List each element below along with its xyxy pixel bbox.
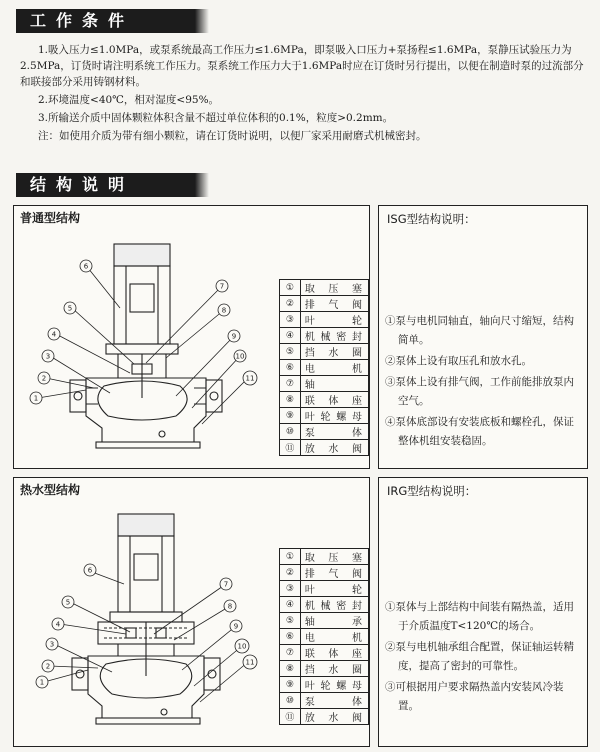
part-number: ⑦ (280, 376, 301, 392)
irg-description-title: IRG型结构说明： (387, 484, 477, 498)
callout-label: 11 (245, 374, 255, 383)
callout-label: 5 (65, 598, 71, 607)
part-name: 泵体 (300, 424, 368, 440)
part-name: 放水阀 (300, 440, 368, 456)
table-row (280, 312, 369, 328)
part-name: 泵体 (300, 693, 368, 709)
callout-label: 6 (83, 262, 89, 271)
section-title-working-conditions: 工作条件 (16, 9, 195, 33)
header-fade (195, 9, 209, 33)
table-row (280, 328, 369, 344)
feature-item: ①泵与电机同轴直，轴向尺寸缩短，结构简单。 (385, 315, 574, 346)
part-name: 叶轮 (300, 581, 368, 597)
part-name: 轴承 (300, 613, 368, 629)
table-row (280, 408, 369, 424)
part-number: ③ (280, 312, 301, 328)
part-number: ② (280, 296, 301, 312)
feature-item: ③泵体上设有排气阀，工作前能排放泵内空气。 (385, 376, 574, 407)
part-name: 联体座 (300, 392, 368, 408)
part-name: 取压塞 (300, 549, 368, 565)
part-number: ⑤ (280, 344, 301, 360)
table-row (280, 677, 369, 693)
part-name: 联体座 (300, 645, 368, 661)
part-name: 挡水圈 (300, 661, 368, 677)
condition-item: 1.吸入压力≤1.0MPa，或泵系统最高工作压力≤1.6MPa，即泵吸入口压力+泵扬程≤1.6MPa，泵静压试验压力为2.5MPa，订货时请注明系统工作压力。泵系统工作压力大于1.6MPa时应在订货时另行提出，以便在制造时泵的过流部分和联接部分采用铸钢材料。 (20, 44, 584, 88)
part-number: ⑨ (280, 408, 301, 424)
isg-parts-table (279, 279, 369, 456)
callout-label: 4 (51, 330, 57, 339)
callout-label: 5 (67, 304, 73, 313)
callout-label: 2 (45, 662, 51, 671)
table-row (280, 613, 369, 629)
part-number: ② (280, 565, 301, 581)
table-row (280, 424, 369, 440)
irg-structure-panel (13, 477, 370, 747)
part-number: ⑩ (280, 424, 301, 440)
part-number: ④ (280, 328, 301, 344)
part-number: ⑨ (280, 677, 301, 693)
part-name: 叶轮螺母 (300, 677, 368, 693)
callout-label: 6 (87, 566, 93, 575)
callout-label: 9 (231, 332, 237, 341)
table-row (280, 360, 369, 376)
callout-label: 1 (33, 394, 39, 403)
table-row (280, 661, 369, 677)
part-number: ⑩ (280, 693, 301, 709)
table-row (280, 693, 369, 709)
callout-label: 10 (235, 352, 245, 361)
part-name: 电机 (300, 360, 368, 376)
part-number: ① (280, 280, 301, 296)
isg-description-title: ISG型结构说明： (387, 212, 476, 226)
part-number: ① (280, 549, 301, 565)
part-number: ⑪ (280, 709, 301, 725)
table-row (280, 280, 369, 296)
feature-item: ①泵体与上部结构中间装有隔热盖，适用于介质温度T<120℃的场合。 (385, 601, 574, 632)
callout-label: 4 (55, 620, 61, 629)
table-row (280, 440, 369, 456)
callout-label: 9 (233, 622, 239, 631)
part-name: 取压塞 (300, 280, 368, 296)
feature-item: ④泵体底部设有安装底板和螺栓孔，保证整体机组安装稳固。 (385, 416, 574, 447)
part-name: 排气阀 (300, 565, 368, 581)
table-row (280, 549, 369, 565)
part-number: ⑧ (280, 392, 301, 408)
condition-item: 3.所输送介质中固体颗粒体积含量不超过单位体积的0.1%，粒度>0.2mm。 (38, 112, 394, 124)
table-row (280, 629, 369, 645)
part-number: ⑧ (280, 661, 301, 677)
callout-label: 8 (221, 306, 227, 315)
isg-panel-title: 普通型结构 (20, 211, 81, 225)
condition-item: 2.环境温度<40℃，相对湿度<95%。 (38, 94, 220, 106)
part-name: 排气阀 (300, 296, 368, 312)
table-row (280, 296, 369, 312)
callout-label: 7 (219, 282, 225, 291)
callout-label: 1 (39, 678, 45, 687)
table-row (280, 597, 369, 613)
feature-item: ②泵与电机轴承组合配置，保证轴运转精度，提高了密封的可靠性。 (385, 641, 574, 672)
part-number: ⑤ (280, 613, 301, 629)
condition-note: 注：如使用介质为带有细小颗粒，请在订货时说明，以便厂家采用耐磨式机械密封。 (38, 130, 427, 142)
part-name: 放水阀 (300, 709, 368, 725)
part-number: ④ (280, 597, 301, 613)
irg-pump-drawing (26, 500, 291, 736)
table-row (280, 645, 369, 661)
part-name: 机械密封 (300, 328, 368, 344)
table-row (280, 581, 369, 597)
callout-label: 3 (45, 352, 51, 361)
isg-description-panel (378, 205, 588, 469)
callout-label: 7 (223, 580, 229, 589)
part-name: 叶轮螺母 (300, 408, 368, 424)
part-name: 轴 (300, 376, 368, 392)
part-number: ⑥ (280, 360, 301, 376)
table-row (280, 392, 369, 408)
callout-label: 8 (227, 602, 233, 611)
irg-feature-list (385, 598, 575, 718)
part-name: 叶轮 (300, 312, 368, 328)
isg-pump-drawing (26, 228, 291, 458)
callout-label: 2 (41, 374, 47, 383)
feature-item: ②泵体上设有取压孔和放水孔。 (385, 355, 532, 367)
part-name: 挡水圈 (300, 344, 368, 360)
irg-panel-title: 热水型结构 (20, 483, 81, 497)
part-number: ③ (280, 581, 301, 597)
callout-label: 3 (49, 640, 55, 649)
callout-label: 10 (237, 642, 247, 651)
table-row (280, 565, 369, 581)
table-row (280, 709, 369, 725)
part-number: ⑦ (280, 645, 301, 661)
feature-item: ③可根据用户要求隔热盖内安装风冷装置。 (385, 681, 564, 712)
callout-label: 11 (245, 658, 255, 667)
working-conditions-list (20, 42, 590, 146)
part-number: ⑪ (280, 440, 301, 456)
header-fade (195, 173, 209, 197)
isg-structure-panel (13, 205, 370, 469)
part-name: 机械密封 (300, 597, 368, 613)
table-row (280, 344, 369, 360)
part-number: ⑥ (280, 629, 301, 645)
isg-feature-list (385, 312, 575, 453)
table-row (280, 376, 369, 392)
irg-description-panel (378, 477, 588, 747)
irg-parts-table (279, 548, 369, 725)
part-name: 电机 (300, 629, 368, 645)
section-title-structure: 结构说明 (16, 173, 195, 197)
